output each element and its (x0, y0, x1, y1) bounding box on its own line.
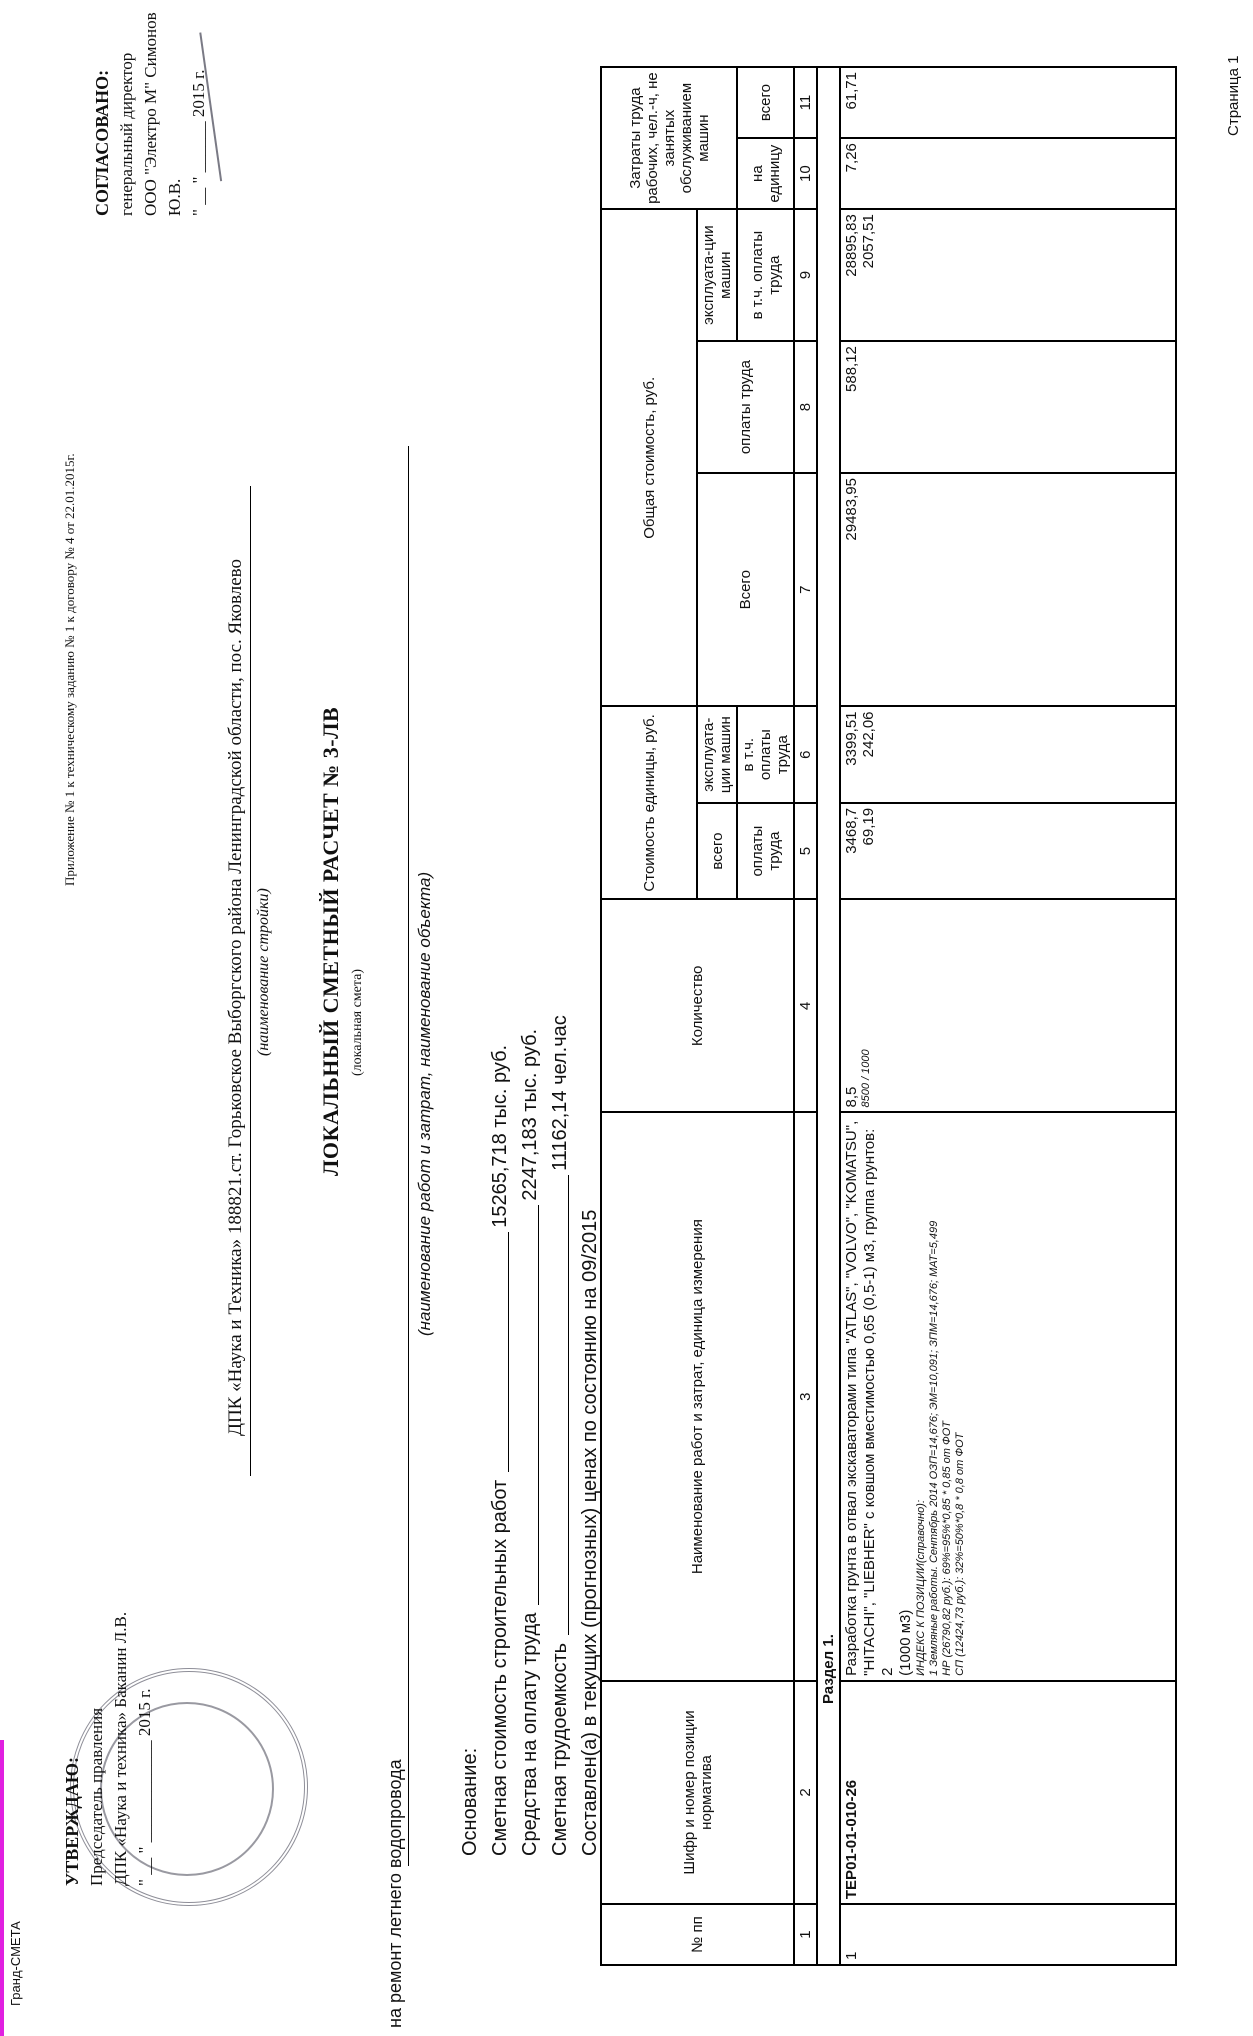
section-title: Раздел 1. (817, 67, 840, 1965)
col-number: 10 (794, 138, 817, 209)
basis-labor-label: Сметная трудоемкость (549, 1642, 571, 1856)
row-total-expl-wage: 2057,51 (860, 214, 877, 269)
document-subtitle: (локальная смета) (350, 968, 365, 1076)
row-unit-wage: 69,19 (860, 807, 877, 846)
th-total-cost: Общая стоимость, руб. (601, 209, 697, 706)
row-total-all: 29483,95 (840, 473, 1176, 706)
th-qty: Количество (601, 899, 794, 1112)
th-code: Шифр и номер позиции норматива (601, 1681, 794, 1904)
th-unit-cost: Стоимость единицы, руб. (601, 706, 697, 899)
th-labor: Затраты труда рабочих, чел.-ч, не занятых обслуживанием машин (601, 67, 737, 209)
basis-labor-value: 11162,14 чел.час (549, 1015, 571, 1171)
th-name: Наименование работ и затрат, единица измерения (601, 1112, 794, 1680)
col-number: 9 (794, 209, 817, 341)
site-name: ДПК «Наука и Техника» 188821.ст. Горьковское Выборгского района Ленинградской области, пос. Яковлево (225, 559, 246, 1436)
col-number: 6 (794, 706, 817, 802)
row-unit-expl-cell (840, 706, 1176, 802)
th-unit-wage: оплаты труда (737, 803, 794, 899)
approve-date: " __ " ____________ 2015 г. (135, 1688, 154, 1886)
table-header-row-1 (601, 67, 697, 1965)
site-caption: (наименование стройки) (255, 888, 272, 1056)
agree-title: СОГЛАСОВАНО: (92, 69, 112, 216)
th-unit-expl-wage: в т.ч. оплаты труда (737, 706, 794, 802)
row-qty-formula: 8500 / 1000 (860, 1049, 872, 1108)
row-code: ТЕР01-01-010-26 (840, 1681, 1176, 1904)
col-number: 4 (794, 899, 817, 1112)
approve-line1: Председатель правления (87, 1707, 106, 1886)
row-num: 1 (840, 1904, 1176, 1965)
row-labor-total: 61,71 (840, 67, 1176, 138)
col-number: 2 (794, 1681, 817, 1904)
row-labor-unit: 7,26 (840, 138, 1176, 209)
approve-line2: ДПК «Наука и техника» Баканин Л.В. (111, 1611, 130, 1886)
annex-note: Приложение № 1 к техническому заданию № 1 к договору № 4 от 22.01.2015г. (62, 453, 77, 886)
approve-block (60, 1612, 157, 1886)
row-note: ИНДЕКС К ПОЗИЦИИ(справочно): (915, 1499, 927, 1676)
agree-line2: ООО "Электро М" Симонов Ю.В. (141, 12, 184, 216)
row-name: Разработка грунта в отвал экскаваторами типа "ATLAS", "VOLVO", "KOMATSU", "HITACHI", "LIEBHER" с ковшом вместимостью 0,65 (0,5-1) м3, группа грунтов: 2 (843, 1120, 896, 1676)
table-row (840, 67, 1176, 1965)
row-qty-value: 8,5 (843, 1086, 860, 1108)
basis-prices: Составлен(а) в текущих (прогнозных) ценах по состоянию на 09/2015 (579, 1209, 601, 1856)
row-unit-all: 3468,7 (843, 807, 860, 854)
basis-cost-label: Сметная стоимость строительных работ (489, 1479, 511, 1856)
row-description (840, 1112, 1176, 1680)
work-underline (408, 446, 409, 1866)
document-title: ЛОКАЛЬНЫЙ СМЕТНЫЙ РАСЧЕТ № 3-ЛВ (318, 706, 343, 1176)
agree-date: " __ " ______ 2015 г. (189, 69, 208, 216)
agree-line1: генеральный директор (117, 52, 136, 216)
edge-marker (0, 1740, 4, 2036)
row-unit-expl-wage: 242,06 (860, 711, 877, 758)
col-number: 11 (794, 67, 817, 138)
row-unit-expl: 3399,51 (843, 711, 860, 766)
approve-title: УТВЕРЖДАЮ: (62, 1756, 82, 1886)
th-total-expl-wage: в т.ч. оплаты труда (737, 209, 794, 341)
row-unit-cost (840, 803, 1176, 899)
col-number: 7 (794, 473, 817, 706)
estimate-table (600, 66, 1177, 1966)
col-number: 5 (794, 803, 817, 899)
th-labor-all: всего (737, 67, 794, 138)
th-total-all: Всего (697, 473, 794, 706)
col-number: 8 (794, 341, 817, 473)
col-number: 1 (794, 1904, 817, 1965)
row-qty (840, 899, 1176, 1112)
basis-label: Основание: (459, 1747, 481, 1856)
page-number: Страница 1 (1225, 55, 1242, 136)
basis-cost-value: 15265,718 тыс. руб. (489, 1044, 511, 1228)
row-total-expl: 28895,83 (843, 214, 860, 277)
th-total-wage: оплаты труда (697, 341, 794, 473)
program-name: Гранд-СМЕТА (8, 1921, 23, 2006)
site-underline (250, 486, 251, 1476)
basis-wage-label: Средства на оплату труда (519, 1612, 541, 1856)
work-caption: (наименование работ и затрат, наименование объекта) (415, 871, 434, 1336)
row-note: СП (12424,73 руб.): 32%=50%*0,8 * 0,8 от ФОТ (954, 1432, 966, 1676)
basis-block (455, 1015, 605, 1856)
th-unit-all: всего (697, 803, 737, 899)
section-row (817, 67, 840, 1965)
th-num: № пп (601, 1904, 794, 1965)
row-total-expl-cell (840, 209, 1176, 341)
work-name: на ремонт летнего водопровода (385, 1759, 405, 2028)
row-unit: (1000 м3) (897, 1609, 914, 1676)
basis-labor-row (545, 1015, 575, 1856)
th-labor-unit: на единицу (737, 138, 794, 209)
col-number: 3 (794, 1112, 817, 1680)
row-note: 1 Земляные работы. Сентябрь 2014 ОЗП=14,676; ЭМ=10,091; ЗПМ=14,676; МАТ=5,499 (928, 1220, 940, 1676)
basis-wage-row (515, 1015, 545, 1856)
th-unit-expl: эксплуата-ции машин (697, 706, 737, 802)
basis-cost-row (485, 1015, 515, 1856)
row-total-wage: 588,12 (840, 341, 1176, 473)
th-total-expl: эксплуата-ции машин (697, 209, 737, 341)
column-number-row (794, 67, 817, 1965)
row-note: НР (26790,82 руб.): 69%=95%*0,85 * 0,85 от ФОТ (941, 1421, 953, 1676)
basis-wage-value: 2247,183 тыс. руб. (519, 1028, 541, 1201)
